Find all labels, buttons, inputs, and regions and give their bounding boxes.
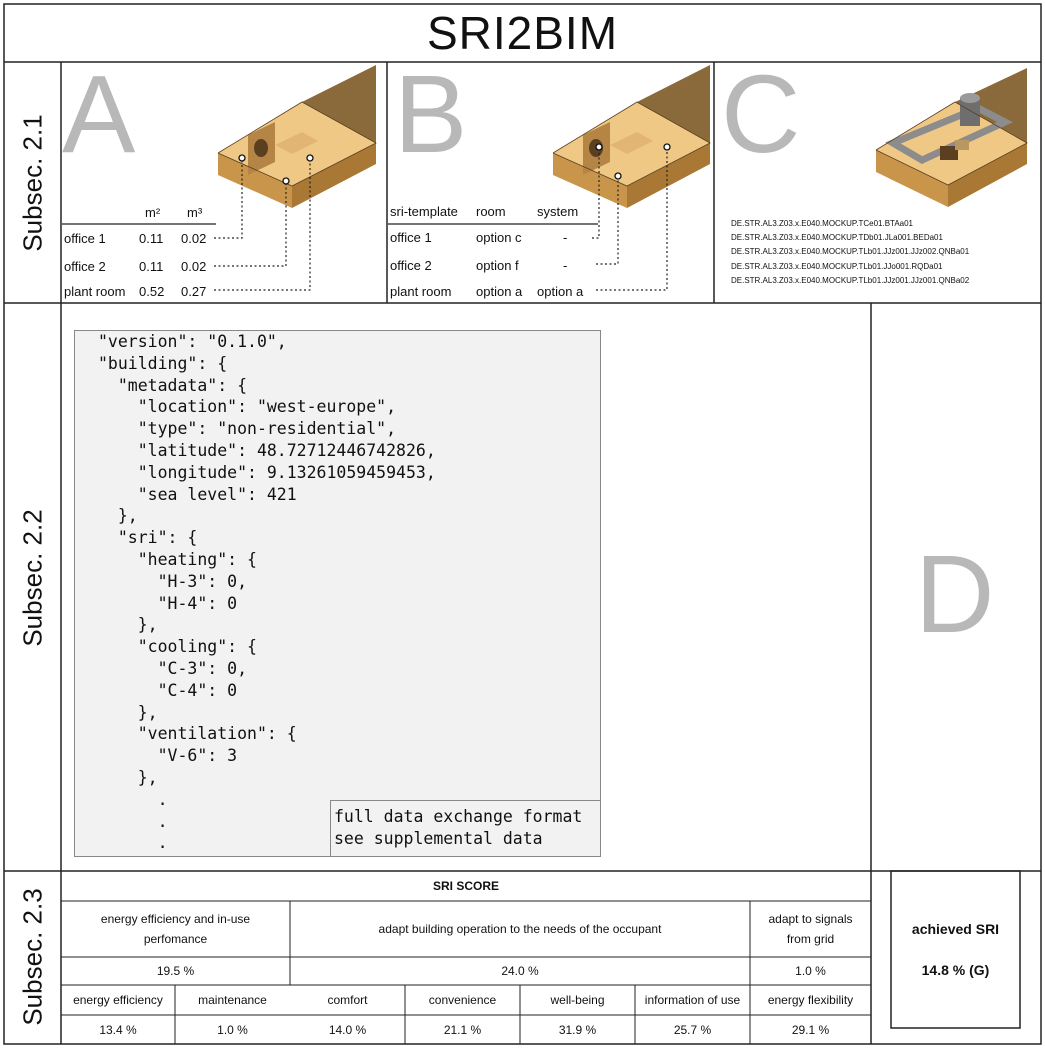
- supplemental-note: [330, 800, 601, 857]
- table-a-header-m2: m²: [145, 205, 161, 220]
- score-domain-label: information of use: [644, 993, 741, 1007]
- panel-letter-c: C: [721, 53, 801, 176]
- section-label-2-1: Subsec. 2.1: [17, 114, 48, 252]
- table-a-room: plant room: [64, 284, 126, 299]
- note-line-1: full data exchange format: [334, 807, 583, 826]
- achieved-sri-label: achieved SRI: [911, 921, 1000, 937]
- score-domain-label: maintenance: [198, 993, 267, 1007]
- score-domain-label: convenience: [428, 993, 497, 1007]
- score-domain-label: well-being: [550, 993, 605, 1007]
- score-group-value: 1.0 %: [795, 964, 826, 978]
- ifc-id: DE.STR.AL3.Z03.x.E040.MOCKUP.TLb01.JJz001.JJz002.QNBa01: [731, 247, 970, 256]
- score-group-label: adapt to signals from grid: [768, 912, 853, 946]
- score-domain-label: comfort: [327, 993, 368, 1007]
- table-b-option: option c: [476, 230, 522, 245]
- score-domain-value: 31.9 %: [558, 1022, 597, 1037]
- table-b-system: -: [563, 230, 568, 245]
- table-b-room: plant room: [390, 284, 452, 299]
- building-model-a: [218, 65, 376, 208]
- score-domain-label: energy flexibility: [767, 993, 854, 1007]
- table-a-room: office 2: [64, 259, 106, 274]
- table-b-system: option a: [537, 284, 584, 299]
- score-domain-label: energy efficiency: [73, 993, 163, 1007]
- score-group-label: adapt building operation to the needs of the occupant: [378, 922, 662, 936]
- building-model-c: [876, 68, 1027, 207]
- score-group-value: 19.5 %: [156, 964, 195, 978]
- ifc-id: DE.STR.AL3.Z03.x.E040.MOCKUP.TLb01.JJo001.RQDa01: [731, 262, 943, 271]
- score-domain-value: 21.1 %: [443, 1022, 482, 1037]
- table-b-system: -: [563, 258, 568, 273]
- table-a-header-m3: m³: [187, 205, 203, 220]
- score-group-label: energy efficiency and in-use perfomance: [100, 912, 251, 946]
- ifc-id: DE.STR.AL3.Z03.x.E040.MOCKUP.TDb01.JLa001.BEDa01: [731, 233, 943, 242]
- table-b-option: option f: [476, 258, 519, 273]
- table-b-option: option a: [476, 284, 523, 299]
- table-a-m3: 0.02: [181, 231, 207, 246]
- ifc-id: DE.STR.AL3.Z03.x.E040.MOCKUP.TCe01.BTAa01: [731, 219, 914, 228]
- panel-letter-a: A: [62, 53, 136, 176]
- score-domain-value: 25.7 %: [673, 1022, 712, 1037]
- table-b-header-room: room: [476, 204, 506, 219]
- table-a-m2: 0.52: [139, 284, 165, 299]
- table-b-room: office 2: [390, 258, 432, 273]
- score-domain-value: 14.0 %: [328, 1022, 367, 1037]
- ifc-id: DE.STR.AL3.Z03.x.E040.MOCKUP.TLb01.JJz001.JJz001.QNBa02: [731, 276, 970, 285]
- table-a-m3: 0.27: [181, 284, 207, 299]
- section-label-2-3: Subsec. 2.3: [17, 888, 48, 1026]
- page-title: SRI2BIM: [426, 7, 619, 59]
- table-b-room: office 1: [390, 230, 432, 245]
- table-a-m2: 0.11: [139, 231, 164, 246]
- score-title: SRI SCORE: [432, 879, 499, 893]
- score-domain-value: 13.4 %: [99, 1022, 137, 1037]
- table-b-header-system: system: [537, 204, 579, 219]
- panel-letter-b: B: [394, 53, 468, 176]
- note-line-2: see supplemental data: [334, 829, 543, 848]
- achieved-sri-value: 14.8 % (G): [921, 962, 990, 978]
- panel-letter-d: D: [915, 533, 995, 656]
- score-group-value: 24.0 %: [501, 964, 539, 978]
- table-a-room: office 1: [64, 231, 106, 246]
- building-model-b: [553, 65, 710, 208]
- score-domain-value: 1.0 %: [217, 1022, 248, 1037]
- section-label-2-2: Subsec. 2.2: [17, 509, 48, 647]
- score-domain-value: 29.1 %: [791, 1022, 830, 1037]
- table-b-header-template: sri-template: [390, 204, 458, 219]
- table-a-m3: 0.02: [181, 259, 207, 274]
- table-a-m2: 0.11: [139, 259, 164, 274]
- json-code-block: "version": "0.1.0", "building": { "metadata": { "location": "west-europe", "type": "non-residential", "latitude": 48.72712446742826, "longitude": 9.13261059459453, "sea level": 421 }, "sri": { "heating": { "H-3": 0, "H-4": 0 }, "cooling": { "C-3": 0, "C-4": 0 }, "ventilation": { "V-6": 3 }, . . .: [98, 332, 436, 853]
